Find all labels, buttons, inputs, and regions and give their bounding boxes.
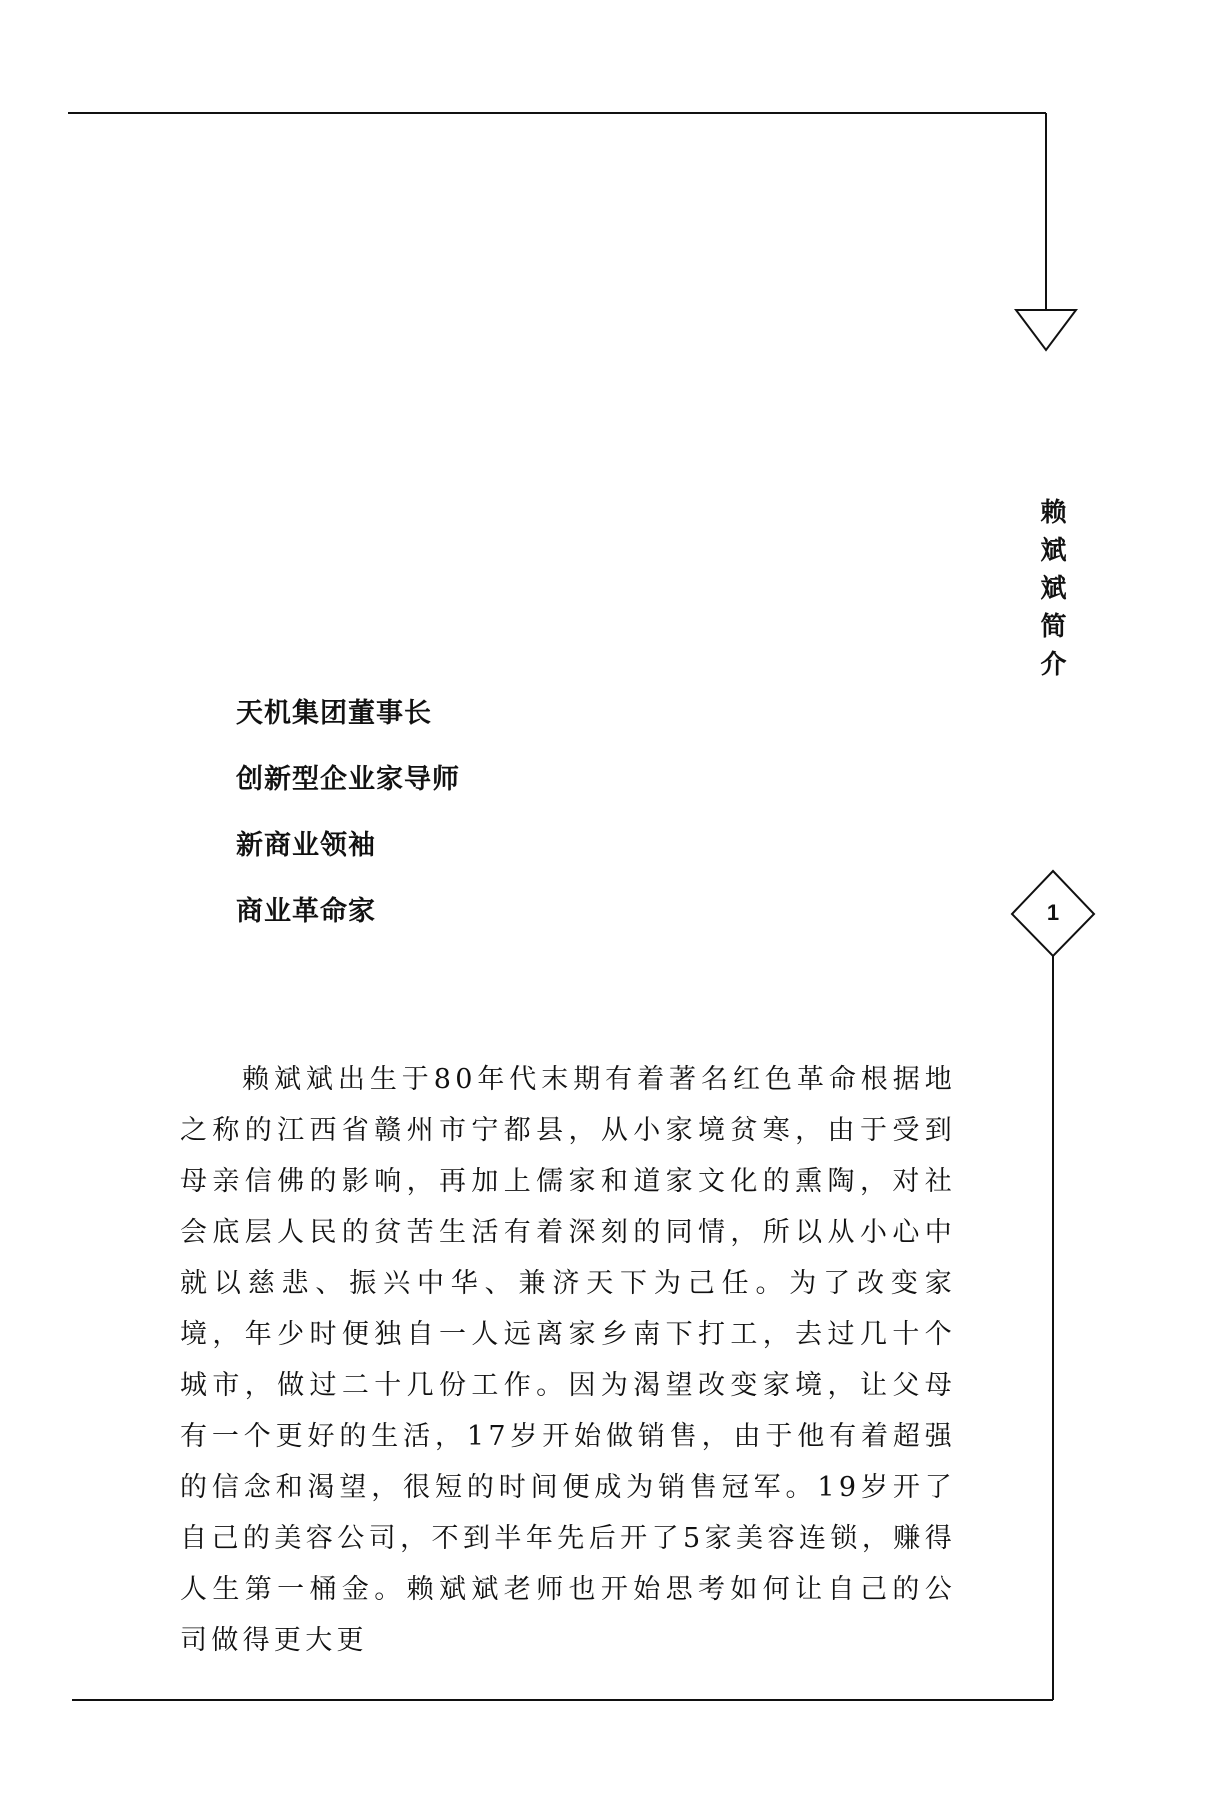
side-section-title: 赖斌斌简介 (1036, 498, 1066, 688)
title-item: 创新型企业家导师 (236, 764, 460, 795)
triangle-marker-icon (1016, 310, 1076, 350)
page-number: 1 (1046, 900, 1060, 925)
body-paragraph: 赖斌斌出生于80年代末期有着著名红色革命根据地之称的江西省赣州市宁都县，从小家境贫寒，由于受到母亲信佛的影响，再加上儒家和道家文化的熏陶，对社会底层人民的贫苦生活有着深刻的同情，所以从小心中就以慈悲、振兴中华、兼济天下为己任。为了改变家境，年少时便独自一人远离家乡南下打工，去过几十个城市，做过二十几份工作。因为渴望改变家境，让父母有一个更好的生活，17岁开始做销售，由于他有着超强的信念和渴望，很短的时间便成为销售冠军。19岁开了自己的美容公司，不到半年先后开了5家美容连锁，赚得人生第一桶金。赖斌斌老师也开始思考如何让自己的公司做得更大更 (180, 1064, 956, 1656)
title-item: 天机集团董事长 (236, 698, 432, 729)
title-item: 商业革命家 (236, 896, 376, 927)
title-list (236, 688, 460, 952)
title-item: 新商业领袖 (236, 830, 376, 861)
